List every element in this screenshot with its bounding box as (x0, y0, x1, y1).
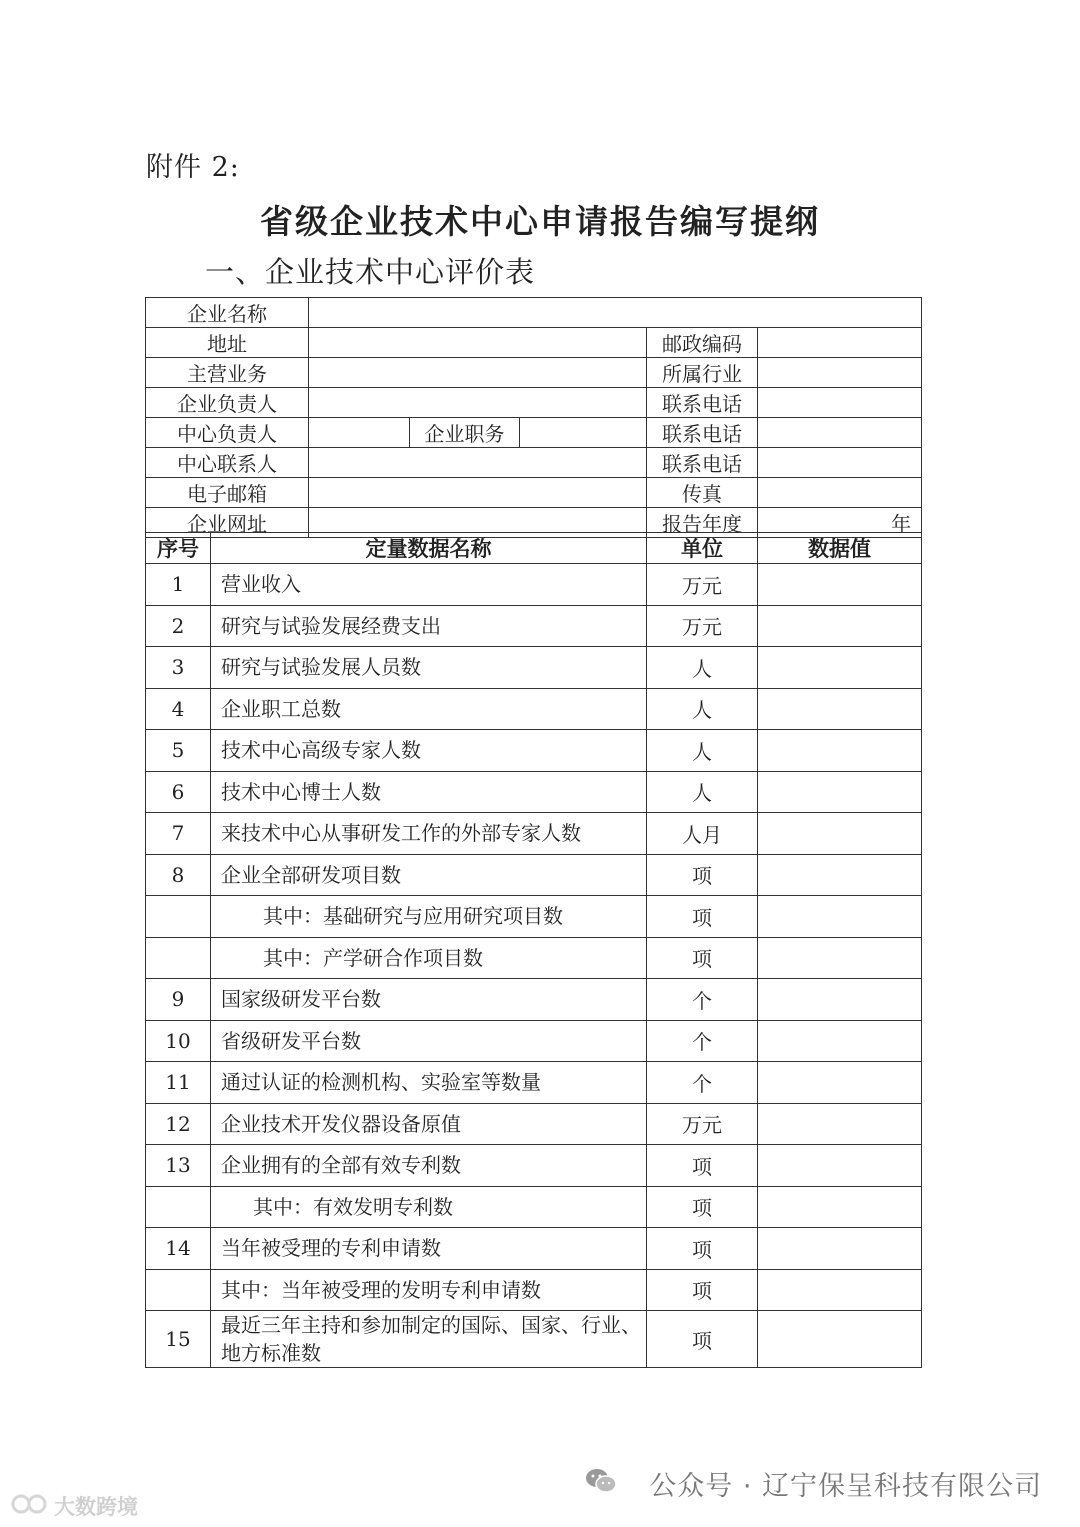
row-value-field[interactable] (758, 730, 922, 772)
table-row (146, 688, 922, 730)
row-unit: 个 (647, 979, 758, 1021)
label-center-head: 中心负责人 (146, 418, 309, 448)
row-number: 14 (146, 1228, 211, 1270)
label-main-business: 主营业务 (146, 358, 309, 388)
row-name: 技术中心高级专家人数 (211, 730, 647, 772)
main-business-field[interactable] (309, 358, 647, 388)
row-name: 企业技术开发仪器设备原值 (211, 1103, 647, 1145)
center-contact-field[interactable] (309, 448, 647, 478)
label-industry: 所属行业 (647, 358, 758, 388)
wechat-icon (585, 1467, 617, 1495)
label-website: 企业网址 (146, 508, 309, 538)
header-no: 序号 (146, 533, 211, 564)
row-name: 最近三年主持和参加制定的国际、国家、行业、地方标准数 (211, 1311, 647, 1368)
label-postal-code: 邮政编码 (647, 328, 758, 358)
table-row (146, 647, 922, 689)
row-name: 研究与试验发展经费支出 (211, 605, 647, 647)
label-email: 电子邮箱 (146, 478, 309, 508)
row-name: 研究与试验发展人员数 (211, 647, 647, 689)
row-name: 营业收入 (211, 564, 647, 606)
header-unit: 单位 (647, 533, 758, 564)
row-name: 其中：产学研合作项目数 (211, 937, 647, 979)
row-name: 企业全部研发项目数 (211, 854, 647, 896)
row-unit: 个 (647, 1020, 758, 1062)
row-name: 其中：当年被受理的发明专利申请数 (211, 1269, 647, 1311)
row-number: 10 (146, 1020, 211, 1062)
row-value-field[interactable] (758, 813, 922, 855)
header-name: 定量数据名称 (211, 533, 647, 564)
row-unit: 项 (647, 1311, 758, 1368)
phone-field-2[interactable] (758, 418, 922, 448)
row-number: 4 (146, 688, 211, 730)
quantitative-data-table (145, 532, 922, 1368)
table-row (146, 854, 922, 896)
row-value-field[interactable] (758, 1269, 922, 1311)
phone-field-3[interactable] (758, 448, 922, 478)
row-number: 8 (146, 854, 211, 896)
label-company-name: 企业名称 (146, 298, 309, 328)
row-name: 其中：基础研究与应用研究项目数 (211, 896, 647, 938)
table-row (146, 1269, 922, 1311)
row-number: 13 (146, 1145, 211, 1187)
row-unit: 项 (647, 896, 758, 938)
row-number (146, 1186, 211, 1228)
row-value-field[interactable] (758, 647, 922, 689)
company-info-table (145, 297, 922, 538)
row-number: 2 (146, 605, 211, 647)
row-unit: 万元 (647, 1103, 758, 1145)
row-name: 企业拥有的全部有效专利数 (211, 1145, 647, 1187)
postal-code-field[interactable] (758, 328, 922, 358)
row-value-field[interactable] (758, 605, 922, 647)
company-position-field[interactable] (520, 418, 647, 448)
label-company-position: 企业职务 (410, 418, 520, 448)
row-value-field[interactable] (758, 1186, 922, 1228)
row-unit: 万元 (647, 564, 758, 606)
row-number: 7 (146, 813, 211, 855)
row-unit: 项 (647, 854, 758, 896)
row-value-field[interactable] (758, 937, 922, 979)
label-center-contact: 中心联系人 (146, 448, 309, 478)
label-company-head: 企业负责人 (146, 388, 309, 418)
table-row (146, 1145, 922, 1187)
industry-field[interactable] (758, 358, 922, 388)
company-head-field[interactable] (309, 388, 647, 418)
row-value-field[interactable] (758, 854, 922, 896)
row-number: 15 (146, 1311, 211, 1368)
row-name: 技术中心博士人数 (211, 771, 647, 813)
row-unit: 人 (647, 688, 758, 730)
row-value-field[interactable] (758, 771, 922, 813)
table-row (146, 564, 922, 606)
table-row (146, 1311, 922, 1368)
row-number (146, 937, 211, 979)
row-unit: 人月 (647, 813, 758, 855)
address-field[interactable] (309, 328, 647, 358)
table-row (146, 1228, 922, 1270)
row-name: 其中：有效发明专利数 (211, 1186, 647, 1228)
row-unit: 项 (647, 1186, 758, 1228)
row-name: 省级研发平台数 (211, 1020, 647, 1062)
row-unit: 项 (647, 937, 758, 979)
table-row (146, 937, 922, 979)
label-report-year: 报告年度 (647, 508, 758, 538)
row-number (146, 1269, 211, 1311)
row-value-field[interactable] (758, 1062, 922, 1104)
row-value-field[interactable] (758, 1311, 922, 1368)
row-number: 5 (146, 730, 211, 772)
row-name: 当年被受理的专利申请数 (211, 1228, 647, 1270)
row-number: 6 (146, 771, 211, 813)
header-value: 数据值 (758, 533, 922, 564)
row-value-field[interactable] (758, 1145, 922, 1187)
watermark-logo-icon (10, 1493, 54, 1515)
row-name: 企业职工总数 (211, 688, 647, 730)
row-unit: 个 (647, 1062, 758, 1104)
center-head-field[interactable] (309, 418, 410, 448)
row-unit: 项 (647, 1145, 758, 1187)
row-name: 来技术中心从事研发工作的外部专家人数 (211, 813, 647, 855)
row-unit: 万元 (647, 605, 758, 647)
label-phone: 联系电话 (647, 388, 758, 418)
table-row (146, 1103, 922, 1145)
row-number: 3 (146, 647, 211, 689)
table-row (146, 605, 922, 647)
row-unit: 人 (647, 647, 758, 689)
table-row (146, 1186, 922, 1228)
email-field[interactable] (309, 478, 647, 508)
watermark: 大数跨境 (54, 1495, 138, 1519)
table-row (146, 813, 922, 855)
row-value-field[interactable] (758, 1228, 922, 1270)
section-heading: 一、企业技术中心评价表 (205, 255, 536, 289)
label-phone-2: 联系电话 (647, 418, 758, 448)
footer-account: 公众号 · 辽宁保呈科技有限公司 (649, 1471, 1042, 1502)
phone-field[interactable] (758, 388, 922, 418)
row-unit: 人 (647, 771, 758, 813)
attachment-label: 附件 2: (146, 152, 240, 183)
row-name: 通过认证的检测机构、实验室等数量 (211, 1062, 647, 1104)
table-row (146, 979, 922, 1021)
label-phone-3: 联系电话 (647, 448, 758, 478)
table-row (146, 1020, 922, 1062)
page-title: 省级企业技术中心申请报告编写提纲 (260, 202, 820, 241)
table-row (146, 1062, 922, 1104)
row-number: 11 (146, 1062, 211, 1104)
row-unit: 人 (647, 730, 758, 772)
row-value-field[interactable] (758, 1103, 922, 1145)
company-name-field[interactable] (309, 298, 922, 328)
row-value-field[interactable] (758, 1020, 922, 1062)
row-number: 9 (146, 979, 211, 1021)
row-value-field[interactable] (758, 896, 922, 938)
fax-field[interactable] (758, 478, 922, 508)
label-fax: 传真 (647, 478, 758, 508)
row-number: 1 (146, 564, 211, 606)
label-address: 地址 (146, 328, 309, 358)
row-value-field[interactable] (758, 688, 922, 730)
report-year-field[interactable]: 年 (758, 508, 922, 538)
row-name: 国家级研发平台数 (211, 979, 647, 1021)
table-row (146, 896, 922, 938)
row-value-field[interactable] (758, 979, 922, 1021)
row-unit: 项 (647, 1269, 758, 1311)
table-row (146, 771, 922, 813)
table-row (146, 730, 922, 772)
row-number (146, 896, 211, 938)
row-number: 12 (146, 1103, 211, 1145)
row-unit: 项 (647, 1228, 758, 1270)
row-value-field[interactable] (758, 564, 922, 606)
